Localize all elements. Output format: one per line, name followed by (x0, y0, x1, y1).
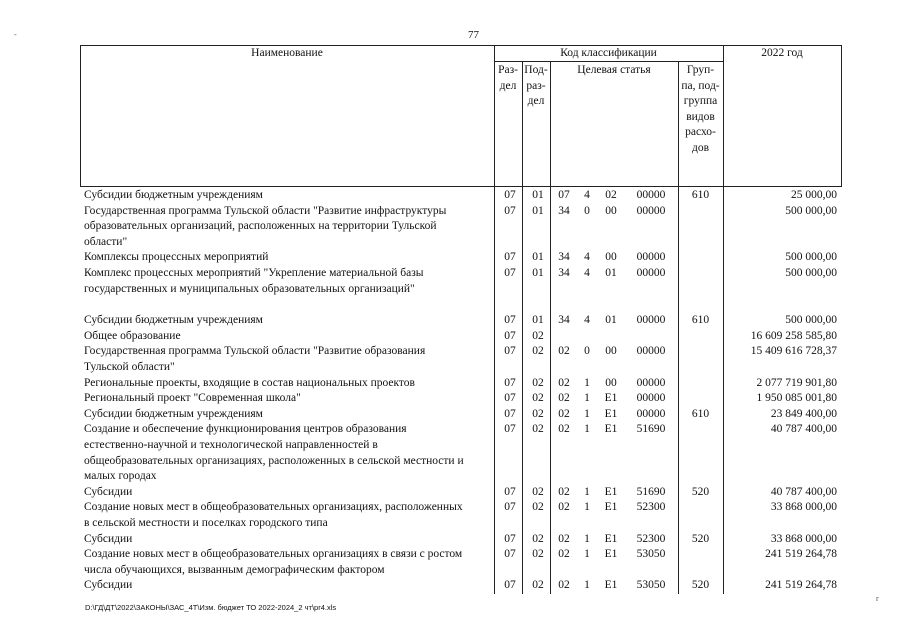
row-ts1: 34 (558, 204, 570, 217)
row-name-line: Государственная программа Тульской области "Развитие образования (84, 345, 426, 358)
row-vid: 610 (691, 407, 710, 420)
row-name-line: Субсидии бюджетным учреждениям (84, 314, 263, 327)
header-expense-group: Груп- па, под- группа видов расхо- дов (681, 64, 720, 154)
row-razdel: 07 (504, 329, 516, 342)
row-ts4: 51690 (636, 485, 666, 498)
row-ts4: 00000 (636, 407, 666, 420)
row-name (84, 485, 496, 501)
row-podrazdel: 02 (532, 376, 544, 389)
row-amount: 500 000,00 (785, 204, 837, 217)
row-ts3: E1 (604, 423, 618, 436)
row-ts4: 00000 (636, 314, 666, 327)
row-ts4: 52300 (636, 501, 666, 514)
row-ts4: 00000 (636, 376, 666, 389)
row-name-line: естественно-научной и технологической направленностей в (84, 438, 378, 451)
header-right-border (841, 45, 842, 186)
row-ts2: 0 (584, 345, 590, 358)
header-sep-year (723, 45, 724, 186)
row-name (84, 250, 496, 266)
row-name (84, 376, 496, 392)
row-podrazdel: 02 (532, 329, 544, 342)
row-podrazdel: 01 (532, 189, 544, 201)
row-name-line: числа обучающихся, вызванным демографическим фактором (84, 563, 385, 576)
row-name (84, 532, 496, 548)
row-amount: 500 000,00 (785, 314, 837, 327)
header-bottom-border (80, 186, 842, 187)
header-sep-podrazdel (550, 61, 551, 186)
row-ts3: 00 (605, 345, 617, 358)
row-name-line: Субсидии бюджетным учреждениям (84, 407, 263, 420)
row-amount: 241 519 264,78 (765, 579, 837, 592)
row-ts1: 02 (558, 345, 570, 358)
row-name (84, 188, 496, 204)
row-ts1: 02 (558, 423, 570, 436)
row-podrazdel: 01 (532, 267, 544, 279)
row-podrazdel: 02 (532, 345, 544, 358)
row-amount: 25 000,00 (791, 189, 837, 201)
row-name-line: Региональный проект "Современная школа" (84, 392, 301, 405)
row-ts3: E1 (604, 501, 618, 514)
row-ts4: 52300 (636, 532, 666, 545)
header-target-article: Целевая статья (577, 64, 651, 76)
row-razdel: 07 (504, 314, 516, 327)
row-ts3: 00 (605, 251, 617, 264)
row-amount: 241 519 264,78 (765, 548, 837, 561)
row-amount: 33 868 000,00 (770, 532, 837, 545)
page-number: 77 (468, 29, 479, 41)
row-razdel: 07 (504, 501, 516, 514)
row-ts1: 02 (558, 392, 570, 405)
row-podrazdel: 02 (532, 485, 544, 498)
row-ts2: 1 (584, 423, 590, 436)
row-ts4: 00000 (636, 267, 666, 279)
row-name (84, 313, 496, 329)
row-ts3: 00 (605, 376, 617, 389)
row-razdel: 07 (504, 251, 516, 264)
row-amount: 33 868 000,00 (770, 501, 837, 514)
row-ts3: 02 (605, 189, 617, 201)
row-name-line: Создание новых мест в общеобразовательных организациях в связи с ростом (84, 548, 463, 561)
header-code-group: Код классификации (560, 47, 657, 59)
row-ts2: 1 (584, 376, 590, 389)
row-name-line: Создание новых мест в общеобразовательных организациях, расположенных (84, 501, 463, 514)
row-ts3: 01 (605, 314, 617, 327)
row-podrazdel: 02 (532, 548, 544, 561)
row-ts2: 1 (584, 501, 590, 514)
row-name (84, 204, 496, 251)
row-razdel: 07 (504, 407, 516, 420)
row-vid: 520 (691, 579, 710, 592)
row-name-line: образовательных организаций, расположенных на территории Тульской (84, 220, 437, 233)
row-ts2: 4 (584, 267, 590, 279)
row-vid: 610 (691, 189, 710, 201)
row-ts4: 00000 (636, 204, 666, 217)
row-podrazdel: 02 (532, 501, 544, 514)
row-ts2: 1 (584, 407, 590, 420)
header-left-border (80, 45, 81, 186)
row-ts3: E1 (604, 548, 618, 561)
row-vid: 610 (691, 314, 710, 327)
row-podrazdel: 02 (532, 407, 544, 420)
row-ts2: 4 (584, 189, 590, 201)
row-ts2: 1 (584, 532, 590, 545)
row-podrazdel: 01 (532, 251, 544, 264)
row-ts1: 02 (558, 501, 570, 514)
row-amount: 2 077 719 901,80 (756, 376, 837, 389)
row-ts4: 00000 (636, 189, 666, 201)
row-name-line: малых городах (84, 470, 157, 483)
row-name-line: в сельской местности и поселках городского типа (84, 516, 328, 529)
row-ts2: 4 (584, 314, 590, 327)
row-razdel: 07 (504, 376, 516, 389)
scan-mark-right: r (876, 594, 879, 603)
row-ts3: E1 (604, 392, 618, 405)
row-amount: 40 787 400,00 (770, 485, 837, 498)
row-amount: 1 950 085 001,80 (756, 392, 837, 405)
footer-path: D:\ГД\ДТ\2022\ЗАКОНЫ\ЗАС_4Т\Изм. бюджет ТО 2022-2024_2 чт\pr4.xls (85, 603, 337, 612)
header-section: Раз- дел (498, 64, 518, 92)
row-ts4: 53050 (636, 579, 666, 592)
row-name-line: Создание и обеспечение функционирования центров образования (84, 423, 407, 436)
row-name-line: Комплекс процессных мероприятий "Укрепление материальной базы (84, 267, 424, 279)
row-name (84, 407, 496, 423)
row-podrazdel: 02 (532, 579, 544, 592)
row-ts1: 02 (558, 532, 570, 545)
row-vid: 520 (691, 485, 710, 498)
row-amount: 500 000,00 (785, 251, 837, 264)
row-amount: 15 409 616 728,37 (750, 345, 837, 358)
row-ts1: 34 (558, 314, 570, 327)
row-amount: 40 787 400,00 (770, 423, 837, 436)
row-ts2: 1 (584, 548, 590, 561)
row-ts2: 1 (584, 485, 590, 498)
row-podrazdel: 01 (532, 314, 544, 327)
row-name-line: Субсидии (84, 485, 133, 498)
row-ts4: 00000 (636, 345, 666, 358)
row-ts1: 34 (558, 251, 570, 264)
row-ts1: 02 (558, 407, 570, 420)
row-ts1: 07 (558, 189, 570, 201)
header-name: Наименование (251, 47, 323, 59)
row-name-line: Общее образование (84, 329, 181, 342)
row-vid: 520 (691, 532, 710, 545)
row-razdel: 07 (504, 204, 516, 217)
row-name (84, 422, 496, 484)
row-ts3: 01 (605, 267, 617, 279)
row-razdel: 07 (504, 548, 516, 561)
row-ts1: 34 (558, 267, 570, 279)
row-razdel: 07 (504, 392, 516, 405)
row-name-line: области" (84, 235, 128, 248)
row-name-line: Субсидии бюджетным учреждениям (84, 189, 263, 201)
row-name-line: Комплексы процессных мероприятий (84, 251, 269, 264)
row-ts3: E1 (604, 407, 618, 420)
row-name-line: государственных и муниципальных образовательных организаций" (84, 282, 415, 295)
row-name-line: Государственная программа Тульской области "Развитие инфраструктуры (84, 204, 447, 217)
row-name (84, 547, 496, 578)
row-ts2: 1 (584, 392, 590, 405)
row-ts2: 0 (584, 204, 590, 217)
row-razdel: 07 (504, 345, 516, 358)
row-amount: 23 849 400,00 (770, 407, 837, 420)
row-name (84, 391, 496, 407)
row-podrazdel: 02 (532, 392, 544, 405)
row-ts1: 02 (558, 485, 570, 498)
row-amount: 16 609 258 585,80 (750, 329, 837, 342)
body-sep-year (723, 186, 724, 594)
scan-mark-left: - (14, 30, 17, 39)
row-name (84, 266, 496, 297)
row-ts1: 02 (558, 376, 570, 389)
row-ts4: 51690 (636, 423, 666, 436)
row-name-line: Субсидии (84, 532, 133, 545)
row-name-line: Региональные проекты, входящие в состав национальных проектов (84, 376, 415, 389)
row-razdel: 07 (504, 189, 516, 201)
header-subsection: Под- раз- дел (524, 64, 548, 107)
row-name (84, 578, 496, 594)
row-ts4: 53050 (636, 548, 666, 561)
row-ts4: 00000 (636, 392, 666, 405)
row-podrazdel: 02 (532, 423, 544, 436)
row-name (84, 329, 496, 345)
header-year: 2022 год (761, 47, 803, 59)
row-name (84, 500, 496, 531)
row-ts1: 02 (558, 579, 570, 592)
row-ts2: 1 (584, 579, 590, 592)
row-razdel: 07 (504, 267, 516, 279)
row-ts2: 4 (584, 251, 590, 264)
row-ts4: 00000 (636, 251, 666, 264)
row-amount: 500 000,00 (785, 267, 837, 279)
row-name (84, 344, 496, 375)
row-razdel: 07 (504, 485, 516, 498)
row-podrazdel: 01 (532, 204, 544, 217)
row-ts3: E1 (604, 485, 618, 498)
row-ts1: 02 (558, 548, 570, 561)
row-name-line: Тульской области" (84, 360, 175, 373)
row-ts3: E1 (604, 532, 618, 545)
row-podrazdel: 02 (532, 532, 544, 545)
row-ts3: E1 (604, 579, 618, 592)
row-razdel: 07 (504, 532, 516, 545)
row-razdel: 07 (504, 423, 516, 436)
row-ts3: 00 (605, 204, 617, 217)
row-name-line: общеобразовательных организациях, расположенных в сельской местности и (84, 454, 464, 467)
row-name-line: Субсидии (84, 579, 133, 592)
row-razdel: 07 (504, 579, 516, 592)
